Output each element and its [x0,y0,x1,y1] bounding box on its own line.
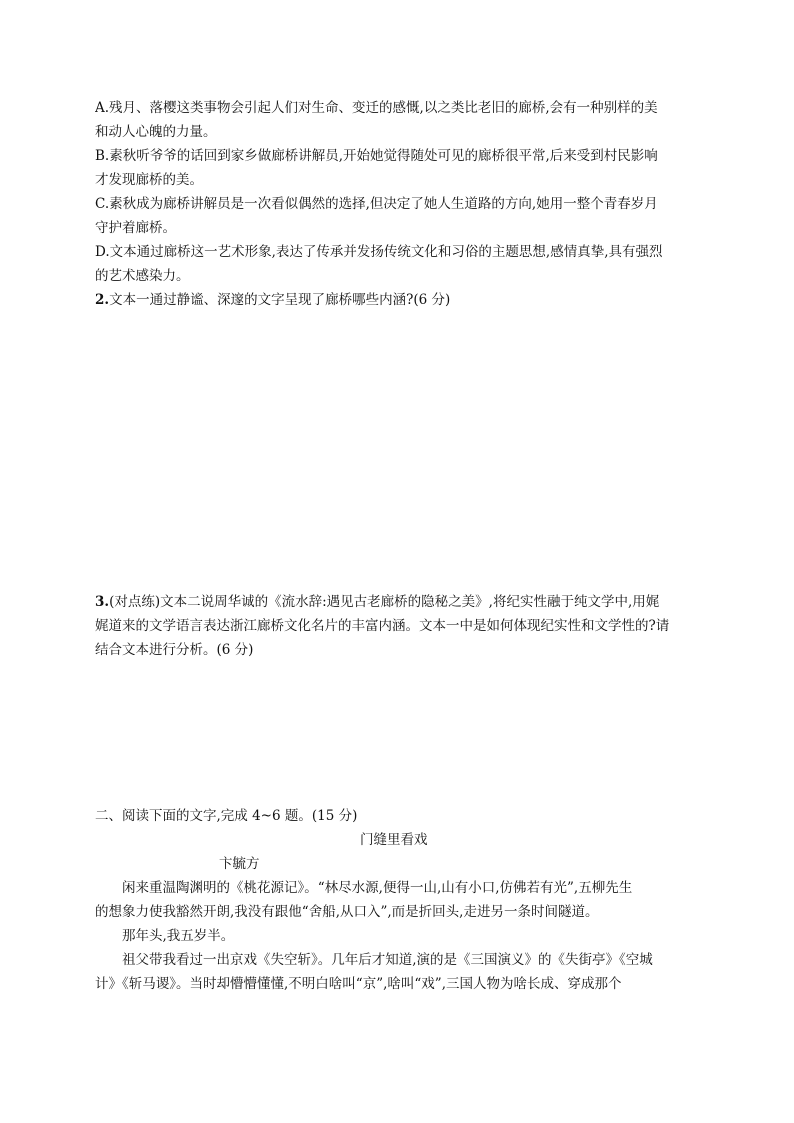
question-3-line-3: 结合文本进行分析。(6 分) [95,642,254,658]
option-c [95,192,695,240]
option-c-line-2: 守护着廊桥。 [95,220,176,236]
option-d-line-2: 的艺术感染力。 [95,268,190,284]
question-3 [95,590,695,662]
option-b-line-1: B.素秋听爷爷的话回到家乡做廊桥讲解员,开始她觉得随处可见的廊桥很平常,后来受到村民影响 [95,148,658,164]
answer-space-3 [95,662,695,804]
question-3-line-1 [95,590,695,614]
question-2-text: 文本一通过静谧、深邃的文字呈现了廊桥哪些内涵?(6 分) [109,292,451,308]
paragraph-2 [95,924,695,948]
option-a-line-2: 和动人心魄的力量。 [95,124,217,140]
section-2-heading: 二、阅读下面的文字,完成 4~6 题。(15 分) [95,808,358,824]
paragraph-3 [95,948,695,996]
option-b [95,144,695,192]
option-d [95,240,695,288]
answer-space-2 [95,312,695,590]
paragraph-1-line-1: 闲来重温陶渊明的《桃花源记》。“林尽水源,便得一山,山有小口,仿佛若有光”,五柳先生 [122,880,633,896]
question-3-line-2: 娓道来的文学语言表达浙江廊桥文化名片的丰富内涵。文本一中是如何体现纪实性和文学性的?请 [95,618,670,634]
option-c-line-1: C.素秋成为廊桥讲解员是一次看似偶然的选择,但决定了她人生道路的方向,她用一整个青春岁月 [95,196,658,212]
paragraph-2-line-1: 那年头,我五岁半。 [122,928,235,944]
document-content [95,96,695,996]
question-2 [95,288,695,312]
article-author: 卞毓方 [219,856,260,872]
option-b-line-2: 才发现廊桥的美。 [95,172,203,188]
paragraph-3-line-2: 计》《斩马谡》。当时却懵懵懂懂,不明白啥叫“京”,啥叫“戏”,三国人物为啥长成、穿成那个 [95,976,622,992]
paragraph-1-line-2: 的想象力使我豁然开朗,我没有跟他“舍船,从口入”,而是折回头,走进另一条时间隧道。 [95,904,599,920]
article-title: 门缝里看戏 [360,832,428,848]
option-a-line-1: A.残月、落樱这类事物会引起人们对生命、变迁的感慨,以之类比老旧的廊桥,会有一种别样的美 [95,100,658,116]
paragraph-1 [95,876,695,924]
option-a [95,96,695,144]
question-2-number: 2. [95,292,110,308]
question-3-text-1: (对点练)文本二说周华诚的《流水辞:遇见古老廊桥的隐秘之美》,将纪实性融于纯文学中,用娓 [109,594,660,610]
question-3-number: 3. [95,594,110,610]
option-d-line-1: D.文本通过廊桥这一艺术形象,表达了传承并发扬传统文化和习俗的主题思想,感情真挚,具有强烈 [95,244,663,260]
paragraph-3-line-1: 祖父带我看过一出京戏《失空斩》。几年后才知道,演的是《三国演义》的《失街亭》《空城 [122,952,653,968]
